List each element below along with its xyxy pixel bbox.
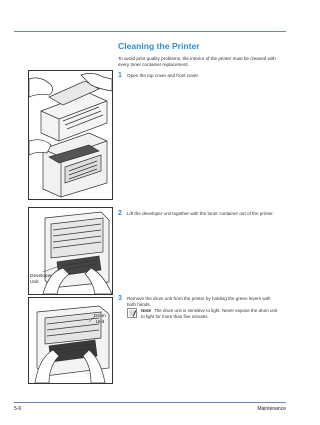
step-1-text: Open the top cover and front cover. <box>127 73 200 78</box>
note-pencil-icon <box>127 308 137 318</box>
footer-page-number: 5-6 <box>14 406 22 412</box>
page-title: Cleaning the Printer <box>118 41 200 51</box>
header-rule <box>14 31 286 32</box>
step-3-number: 3 <box>118 295 122 302</box>
drum-unit-drawing <box>29 298 112 383</box>
illustration-drum-unit <box>28 297 113 384</box>
footer-section-name: Maintenance <box>257 406 286 412</box>
step-1 <box>118 73 280 83</box>
note-box <box>127 308 282 324</box>
developer-unit-callout <box>30 274 52 285</box>
footer-rule <box>14 402 286 403</box>
open-covers-drawing <box>29 71 112 199</box>
note-body: The drum unit is sensitive to light. Never expose the drum unit to light for more than five minutes. <box>141 308 278 320</box>
step-2-number: 2 <box>118 210 122 217</box>
step-2 <box>118 211 280 225</box>
step-2-text: Lift the developer unit together with the toner container out of the printer. <box>127 211 274 216</box>
intro-paragraph: To avoid print quality problems, the interior of the printer must be cleaned with every toner container replacement. <box>118 56 276 68</box>
illustration-open-covers <box>28 70 113 200</box>
note-text <box>141 308 281 320</box>
callout-developer-line2: Unit <box>30 279 39 285</box>
note-label: Note <box>141 308 151 313</box>
callout-developer-line1: Developer <box>30 274 52 279</box>
callout-drum-line1: Drum <box>94 314 106 319</box>
step-1-number: 1 <box>118 72 122 79</box>
drum-unit-callout <box>94 314 106 325</box>
step-3-text: Remove the drum unit from the printer by holding the green levers with both hands. <box>127 296 271 308</box>
callout-drum-line2: Unit <box>95 319 105 325</box>
